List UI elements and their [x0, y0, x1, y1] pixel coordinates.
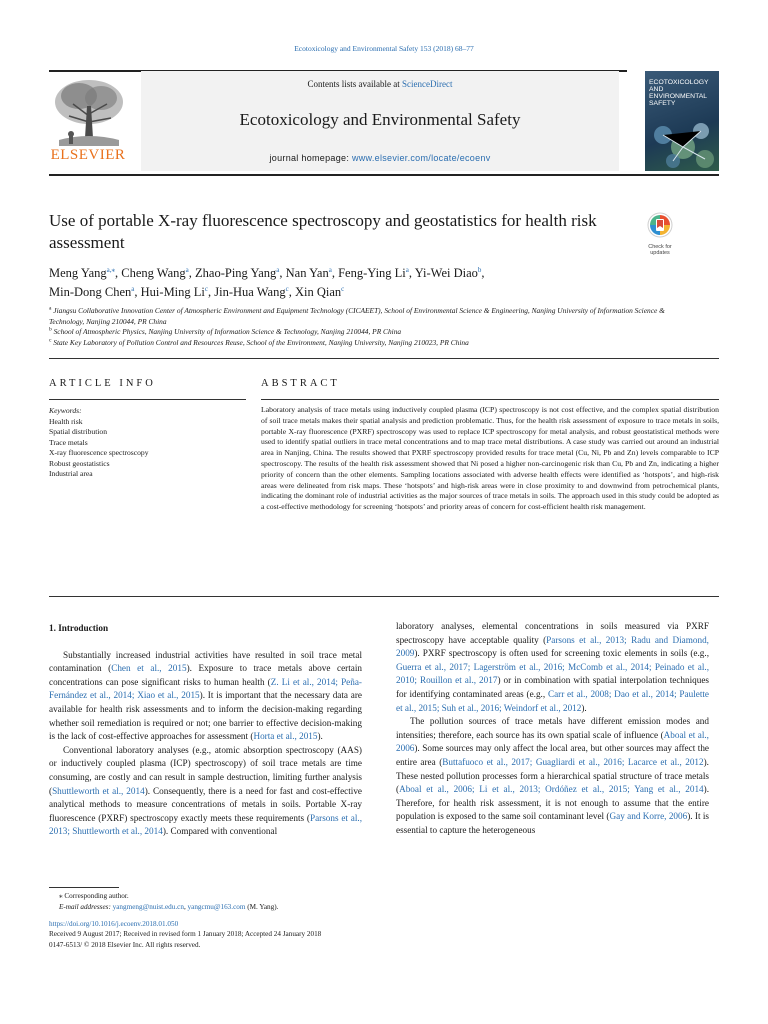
author-name: Feng-Ying Li — [338, 266, 406, 280]
body-column-right — [396, 620, 709, 838]
author-separator: , — [188, 266, 196, 280]
copyright-line: 0147-6513/ © 2018 Elsevier Inc. All rights reserved. — [49, 940, 201, 949]
divider — [49, 358, 719, 359]
affiliation-mark: a — [49, 305, 52, 312]
body-text: ). Consequently, there is a need for fast and cost-effective analytical methods to measure concentrations of metals in soils. Portable X-ray fluorescence (PXRF) spectroscopy exactly meets these requirements ( — [49, 785, 363, 823]
affiliation-item — [49, 327, 689, 338]
author-affiliation-mark[interactable]: a — [131, 284, 135, 293]
author-name: Xin Qian — [294, 285, 342, 299]
divider — [49, 596, 719, 597]
citation-link[interactable]: Horta et al., 2015 — [253, 731, 318, 742]
author-separator: , — [208, 285, 215, 299]
crossmark-label: Check for updates — [648, 244, 672, 256]
citation-link[interactable]: Gay and Korre, 2006 — [609, 811, 688, 822]
banner-center — [141, 71, 619, 171]
citation-link[interactable]: Parsons et al., 2013; Shuttleworth et al., 2014 — [49, 812, 362, 837]
email-label: E-mail addresses: — [59, 902, 113, 911]
affiliation-text: School of Atmospheric Physics, Nanjing University of Information Science & Technology, Nanjing 210044, PR China — [51, 327, 402, 336]
cover-title: ECOTOXICOLOGY AND ENVIRONMENTAL SAFETY — [649, 79, 709, 107]
crossmark-badge[interactable] — [640, 212, 680, 254]
journal-title: Ecotoxicology and Environmental Safety — [239, 110, 521, 129]
keyword-list — [49, 406, 246, 480]
body-text: Conventional laboratory analyses (e.g., atomic absorption spectroscopy (AAS) or inductively coupled plasma (ICP) spectroscopy) of soil trace metals are time consuming, are costly and can result in sample destruction, limiting further analysis ( — [49, 744, 362, 796]
affiliation-item — [49, 338, 689, 349]
homepage-line — [141, 153, 619, 163]
affiliation-text: State Key Laboratory of Pollution Control and Resources Reuse, School of the Environment, Nanjing University, Nanjing 210023, PR China — [51, 337, 469, 347]
citation-link[interactable]: Parsons et al., 2013; Radu and Diamond, 2009 — [396, 634, 709, 659]
body-text: ). — [581, 702, 587, 713]
author-separator: , — [408, 266, 415, 280]
author-affiliation-mark[interactable]: a — [405, 265, 409, 274]
email-link[interactable]: yangcmu@163.com — [187, 902, 246, 911]
author-affiliation-mark[interactable]: c — [204, 284, 208, 293]
sciencedirect-link[interactable]: ScienceDirect — [402, 79, 453, 89]
body-text: ). Some sources may only affect the local area, but other sources may affect the entire area ( — [396, 743, 709, 767]
author-affiliation-mark[interactable]: c — [285, 284, 289, 293]
body-paragraph — [396, 620, 709, 715]
body-text: Substantially increased industrial activities have resulted in soil trace metal contamination ( — [49, 649, 362, 674]
body-paragraph — [396, 715, 709, 837]
email-separator: , — [183, 902, 188, 911]
body-paragraph — [49, 649, 362, 744]
author-name: Jin-Hua Wang — [214, 285, 286, 299]
article-info-heading: ARTICLE INFO — [49, 378, 156, 389]
body-text: ). It is essential to capture the heterogeneous — [396, 811, 710, 835]
elsevier-tree-icon — [49, 76, 127, 150]
affiliation-text: Jiangsu Collaborative Innovation Center of Atmospheric Environment and Equipment Technology (CICAEET), School of Environmental Science & Engineering, Nanjing University of Information Science & Technology, Nanjing 210044, PR China — [49, 306, 665, 326]
author-separator: , — [288, 285, 295, 299]
keyword-item: Health risk — [49, 416, 83, 426]
contents-prefix: Contents lists available at — [307, 79, 402, 89]
body-text: ). — [317, 731, 323, 742]
body-text: ). Exposure to trace metals above certain concentrations can pose significant risks to human health ( — [49, 663, 362, 687]
author-name: Hui-Ming Li — [140, 285, 205, 299]
publisher-wordmark: ELSEVIER — [50, 147, 126, 163]
article-title: Use of portable X-ray fluorescence spectroscopy and geostatistics for health risk assessment — [49, 211, 597, 252]
journal-cover[interactable] — [645, 71, 719, 171]
keyword-items — [49, 417, 246, 480]
citation-link[interactable]: Z. Li et al., 2014; Peña-Fernández et al., 2014; Xiao et al., 2015 — [49, 676, 362, 701]
divider — [49, 399, 246, 400]
body-text: ) or in combination with spatial interpolation techniques for identifying contaminated areas (e.g., — [396, 675, 709, 699]
email-link[interactable]: yangmeng@nuist.edu.cn — [112, 902, 184, 911]
contents-line — [141, 79, 619, 89]
citation-link[interactable]: Aboal et al., 2006 — [396, 729, 709, 754]
author-separator: , — [481, 266, 485, 280]
keywords-label: Keywords: — [49, 406, 82, 415]
affiliation-mark: b — [49, 326, 52, 333]
author-separator: , — [331, 266, 339, 280]
body-text: ). PXRF spectroscopy is often used for screening toxic elements in soils (e.g., — [414, 648, 709, 659]
author-separator: , — [279, 266, 286, 280]
keyword-item: Spatial distribution — [49, 427, 108, 436]
left-paragraphs — [49, 649, 362, 839]
running-head[interactable]: Ecotoxicology and Environmental Safety 153 (2018) 68–77 — [294, 44, 474, 53]
homepage-prefix: journal homepage: — [269, 153, 352, 163]
author-name: Yi-Wei Diao — [414, 266, 478, 280]
doi-link[interactable]: https://doi.org/10.1016/j.ecoenv.2018.01.050 — [49, 920, 179, 928]
section-heading: 1. Introduction — [49, 623, 109, 633]
crossmark-icon — [647, 212, 673, 238]
author-name: Nan Yan — [285, 266, 329, 280]
keyword-item: Robust geostatistics — [49, 458, 110, 468]
abstract-text: Laboratory analysis of trace metals using inductively coupled plasma (ICP) spectroscopy is not cost effective, and the complex spatial distribution of soil trace metals makes their spatial analysis and prediction problematic. Thus, for the health risk assessment of exposure to trace metals in soils, portable X-ray fluorescence (PXRF) spectroscopy was used to replace ICP spectroscopy for metal analysis, and robust geostatistical methods were used to identify spatial outliers in trace metal concentrations and to map trace metal distributions. A case study was carried out around an industrial area in Nanjing, China. The results showed that PXRF spectroscopy provided results for trace metal (Cu, Ni, Pb and Zn) levels comparable to ICP spectroscopy. The results of the health risk assessment showed that Ni posed a higher non-carcinogenic risk than Cu, Pb and Zn, indicating a higher priority of concern than the other elements. Sampling locations associated with adverse health effects were identified as ‘hotspots’, and high-risk areas were delineated from risk maps. These ‘hotspots’ and high-risk areas were in close proximity to and downwind from petrochemical plants, indicating the dominant role of industrial activities as the major sources of trace metals in soils. The approach used in this study could be adopted as a cost-effective methodology for screening ‘hotspots’ and priority areas of concern for cost-efficient health risk management. — [261, 405, 719, 512]
body-column-left — [49, 622, 362, 839]
author-separator: , — [115, 266, 122, 280]
banner-rule-bottom — [49, 174, 719, 176]
author-name: Cheng Wang — [121, 266, 186, 280]
received-dates: Received 9 August 2017; Received in revised form 1 January 2018; Accepted 24 January 2018 — [49, 930, 322, 939]
author-name: Meng Yang — [49, 266, 107, 280]
author-affiliation-mark[interactable]: a — [276, 265, 280, 274]
affiliation-item — [49, 306, 689, 327]
keyword-item: X-ray fluorescence spectroscopy — [49, 448, 149, 457]
citation-link[interactable]: Carr et al., 2008; Dao et al., 2014; Paulette et al., 2015; Suh et al., 2016; Weindorf et al., 2012 — [396, 688, 709, 713]
doi-block — [49, 919, 549, 950]
email-suffix: (M. Yang). — [245, 902, 279, 911]
corresponding-author-note: ⁎ Corresponding author. — [59, 892, 129, 900]
body-text: ). It is important that the necessary data are available for health risk assessments and to inform the decision-making regarding whether soil remediation is required or not; one barrier to effective decision-making is the lack of cost-effective approaches for assessment ( — [49, 690, 363, 742]
body-text: laboratory analyses, elemental concentrations in soils measured via PXRF spectroscopy have acceptable quality ( — [396, 621, 709, 645]
author-affiliation-mark[interactable]: b — [477, 265, 482, 274]
author-affiliation-mark[interactable]: a — [328, 265, 332, 274]
author-affiliation-mark[interactable]: a,⁎ — [106, 265, 116, 274]
footnotes — [49, 891, 549, 912]
divider — [261, 399, 719, 400]
right-paragraphs — [396, 620, 709, 838]
footnote-divider — [49, 887, 119, 888]
body-text: ). These nested pollution processes form a hierarchical spatial structure of trace metals ( — [396, 756, 709, 795]
email-note — [49, 902, 549, 913]
affiliation-mark: c — [49, 337, 52, 344]
homepage-link[interactable]: www.elsevier.com/locate/ecoenv — [351, 153, 491, 163]
body-text: ). Therefore, for health risk assessment, it is not enough to assume that the entire population is exposed to the same soil contaminant level ( — [396, 784, 709, 822]
affiliation-list — [49, 306, 689, 348]
citation-link[interactable]: Chen et al., 2015 — [111, 663, 187, 674]
body-text: ). Compared with conventional — [162, 826, 278, 837]
elsevier-logo — [49, 76, 127, 172]
abstract-heading: ABSTRACT — [261, 378, 340, 389]
author-separator: , — [134, 285, 141, 299]
author-affiliation-mark[interactable]: c — [341, 284, 345, 293]
author-name: Min-Dong Chen — [49, 285, 132, 299]
citation-link[interactable]: Guerra et al., 2017; Lagerström et al., 2016; McComb et al., 2014; Peinado et al., 2010; Rouillon et al., 2017 — [396, 661, 709, 686]
body-text: The pollution sources of trace metals have different emission modes and intensities; therefore, each source has its own spatial scale of influence ( — [396, 716, 709, 740]
citation-link[interactable]: Aboal et al., 2006; Li et al., 2013; Ordóñez et al., 2015; Yang et al., 2014 — [399, 784, 704, 795]
keyword-item: Trace metals — [49, 437, 88, 447]
author-name: Zhao-Ping Yang — [195, 266, 277, 280]
keyword-item: Industrial area — [49, 469, 93, 478]
citation-link[interactable]: Buttafuoco et al., 2017; Guagliardi et al., 2016; Lacarce et al., 2012 — [442, 756, 704, 767]
author-list — [49, 264, 689, 302]
journal-banner — [49, 70, 719, 176]
author-affiliation-mark[interactable]: a — [185, 265, 189, 274]
citation-link[interactable]: Shuttleworth et al., 2014 — [52, 785, 145, 796]
cover-molecule-icon — [645, 113, 719, 171]
body-paragraph — [49, 744, 362, 839]
